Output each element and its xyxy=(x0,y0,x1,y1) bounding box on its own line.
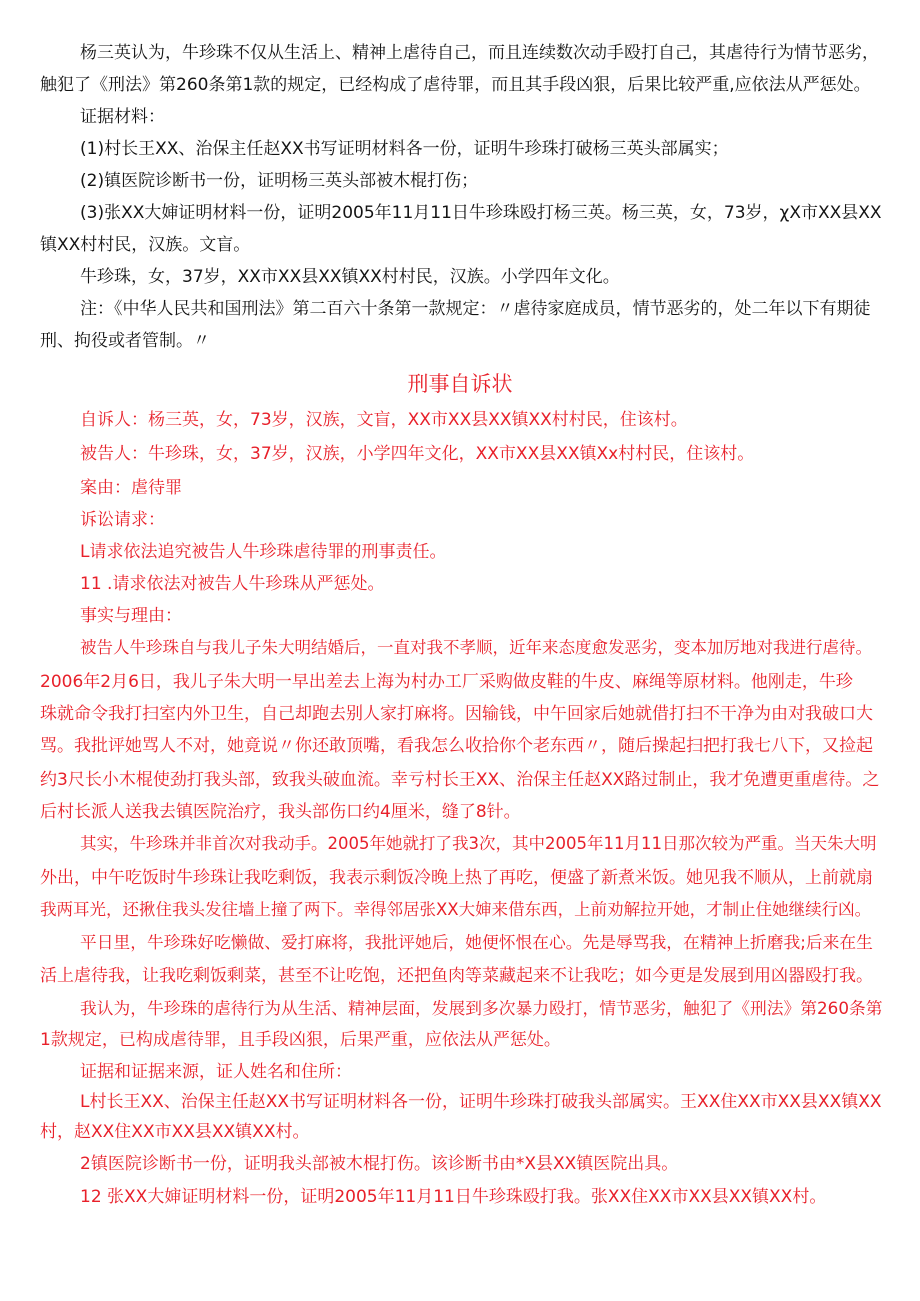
claims-heading: 诉讼请求： xyxy=(80,510,165,530)
evidence-item: (3)张XX大婶证明材料一份，证明2005年11月11日牛珍珠殴打杨三英。杨三英，女，73岁，χX市XX县XX xyxy=(80,203,882,223)
evidence-item: (1)村长王XX、治保主任赵XX书写证明材料各一份，证明牛珍珠打破杨三英头部属实； xyxy=(80,139,729,159)
cause-line: 案由：虐待罪 xyxy=(80,478,182,498)
facts-line: 外出，中午吃饭时牛珍珠让我吃剩饭，我表示剩饭冷晚上热了再吃，便盛了新煮米饭。她见我不顺从，上前就扇 xyxy=(40,868,873,888)
facts-line: 1款规定，已构成虐待罪，且手段凶狠，后果严重，应依法从严惩处。 xyxy=(40,1030,561,1050)
evidence-heading: 证据和证据来源，证人姓名和住所： xyxy=(80,1062,352,1082)
evidence-heading: 证据材料： xyxy=(80,107,165,127)
facts-line: 活上虐待我，让我吃剩饭剩菜，甚至不让吃饱，还把鱼肉等菜藏起来不让我吃；如今更是发展到用凶器殴打我。 xyxy=(40,966,873,986)
defendant-line: 被告人：牛珍珠，女，37岁，汉族，小学四年文化，XX市XX县XX镇Xx村村民，住该村。 xyxy=(80,444,755,464)
intro-line: 触犯了《刑法》第260条第1款的规定，已经构成了虐待罪，而且其手段凶狠，后果比较严重,应依法从严惩处。 xyxy=(40,75,871,95)
evidence-item: (2)镇医院诊断书一份，证明杨三英头部被木棍打伤； xyxy=(80,171,479,191)
evidence-item: 12 张XX大婶证明材料一份，证明2005年11月11日牛珍珠殴打我。张XX住XX市XX县XX镇XX村。 xyxy=(80,1187,827,1207)
law-note: 刑、拘役或者管制。〃 xyxy=(40,331,210,351)
facts-line: 我认为，牛珍珠的虐待行为从生活、精神层面，发展到多次暴力殴打，情节恶劣，触犯了《刑法》第260条第 xyxy=(80,998,883,1018)
facts-line: 被告人牛珍珠自与我儿子朱大明结婚后，一直对我不孝顺，近年来态度愈发恶劣，变本加厉地对我进行虐待。 xyxy=(80,638,872,657)
facts-line: 平日里，牛珍珠好吃懒做、爱打麻将，我批评她后，她便怀恨在心。先是辱骂我，在精神上折磨我;后来在生 xyxy=(80,932,873,952)
evidence-item: 村，赵XX住XX市XX县XX镇XX村。 xyxy=(40,1122,310,1142)
defendant-info: 牛珍珠，女，37岁，XX市XX县XX镇XX村村民，汉族。小学四年文化。 xyxy=(80,267,620,287)
facts-heading: 事实与理由： xyxy=(80,606,182,626)
intro-line: 杨三英认为，牛珍珠不仅从生活上、精神上虐待自己，而且连续数次动手殴打自己，其虐待行为情节恶劣， xyxy=(80,43,879,63)
claim-item: L请求依法追究被告人牛珍珠虐待罪的刑事责任。 xyxy=(80,542,447,562)
evidence-item: L村长王XX、治保主任赵XX书写证明材料各一份，证明牛珍珠打破我头部属实。王XX住XX市XX县XX镇XX xyxy=(80,1092,882,1112)
facts-line: 珠就命令我打扫室内外卫生，自己却跑去别人家打麻将。因输钱，中午回家后她就借打扫不干净为由对我破口大 xyxy=(40,704,873,724)
plaintiff-line: 自诉人：杨三英，女，73岁，汉族，文盲，XX市XX县XX镇XX村村民，住该村。 xyxy=(80,410,688,430)
evidence-item: 镇XX村村民，汉族。文盲。 xyxy=(40,235,251,255)
facts-line: 我两耳光，还揪住我头发往墙上撞了两下。幸得邻居张XX大婶来借东西，上前劝解拉开她，才制止住她继续行凶。 xyxy=(40,900,872,919)
facts-line: 2006年2月6日，我儿子朱大明一早出差去上海为村办工厂采购做皮鞋的牛皮、麻绳等原材料。他刚走，牛珍 xyxy=(40,672,853,692)
facts-line: 约3尺长小木棍使劲打我头部，致我头破血流。幸亏村长王XX、治保主任赵XX路过制止，我才免遭更重虐待。之 xyxy=(40,770,880,790)
facts-line: 后村长派人送我去镇医院治疗，我头部伤口约4厘米，缝了8针。 xyxy=(40,802,521,822)
claim-item: 11 .请求依法对被告人牛珍珠从严惩处。 xyxy=(80,574,385,594)
law-note: 注：《中华人民共和国刑法》第二百六十条第一款规定：〃虐待家庭成员，情节恶劣的，处二年以下有期徒 xyxy=(80,299,871,319)
complaint-title: 刑事自诉状 xyxy=(407,372,513,396)
facts-line: 其实，牛珍珠并非首次对我动手。2005年她就打了我3次，其中2005年11月11日那次较为严重。当天朱大明 xyxy=(80,834,877,853)
evidence-item: 2镇医院诊断书一份，证明我头部被木棍打伤。该诊断书由*X县XX镇医院出具。 xyxy=(80,1154,679,1174)
facts-line: 骂。我批评她骂人不对，她竟说〃你还敢顶嘴，看我怎么收拾你个老东西〃，随后操起扫把打我七八下，又捡起 xyxy=(40,736,873,756)
